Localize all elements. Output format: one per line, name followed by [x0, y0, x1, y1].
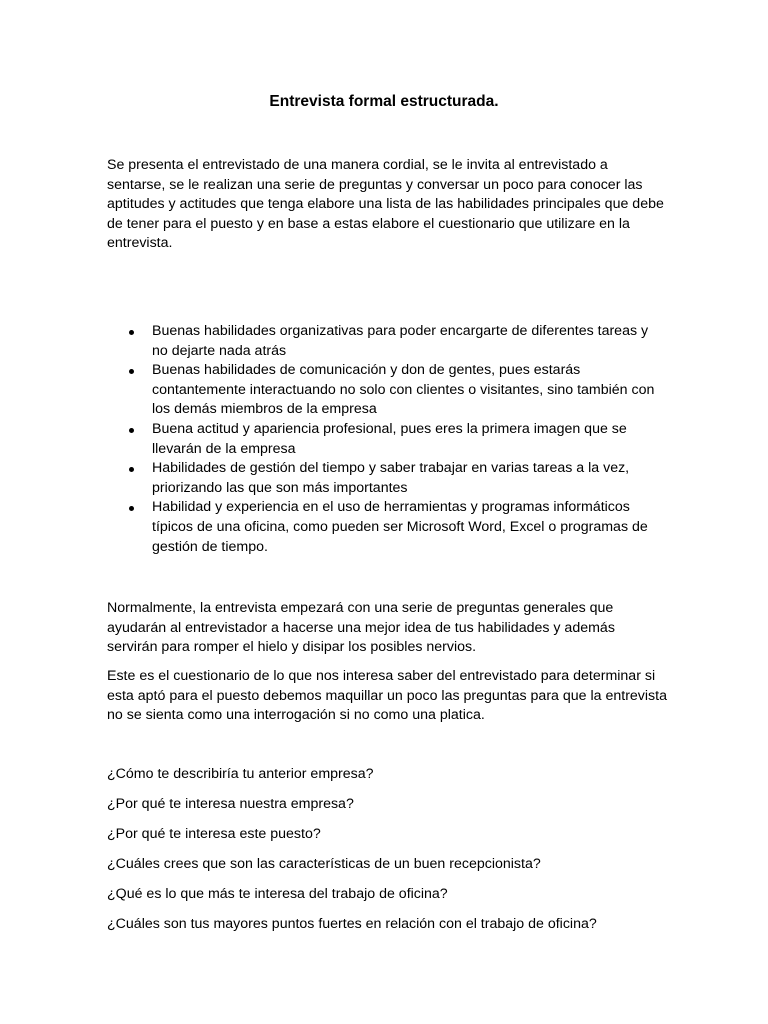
- question-item: ¿Por qué te interesa este puesto?: [107, 825, 321, 842]
- bullet-item: [107, 322, 667, 361]
- bullet-text: Buenas habilidades organizativas para poder encargarte de diferentes tareas y no dejarte nada atrás: [152, 323, 649, 359]
- bullet-icon: [129, 330, 134, 335]
- bullet-item: [107, 498, 667, 557]
- question-item: ¿Por qué te interesa nuestra empresa?: [107, 795, 354, 812]
- bullet-text: Habilidades de gestión del tiempo y saber trabajar en varias tareas a la vez, priorizando las que son más importantes: [152, 460, 630, 496]
- bullet-icon: [129, 369, 134, 374]
- question-item: ¿Cómo te describiría tu anterior empresa?: [107, 766, 374, 782]
- bullet-text: Habilidad y experiencia en el uso de herramientas y programas informáticos típicos de una oficina, como pueden ser Microsoft Word, Excel o programas de gestión de tiempo.: [152, 499, 648, 555]
- intro-paragraph: Se presenta el entrevistado de una manera cordial, se le invita al entrevistado a sentarse, se le realizan una serie de preguntas y conversar un poco para conocer las aptitudes y actitudes que tenga elabore una lista de las habilidades principales que debe de tener para el puesto y en base a estas elabore el cuestionario que utilizare en la entrevista.: [107, 157, 664, 252]
- bullet-icon: [129, 467, 134, 472]
- normalmente-paragraph: Normalmente, la entrevista empezará con una serie de preguntas generales que ayudarán al entrevistador a hacerse una mejor idea de tus habilidades y además servirán para romper el hielo y disipar los posibles nervios.: [107, 600, 615, 656]
- bullet-item: [107, 459, 667, 498]
- questions-list: [107, 765, 707, 945]
- bullet-text: Buenas habilidades de comunicación y don de gentes, pues estarás contantemente interactuando no solo con clientes o visitantes, sino también con los demás miembros de la empresa: [152, 362, 655, 418]
- skills-bullet-list: [107, 322, 667, 557]
- document-title: Entrevista formal estructurada.: [269, 93, 499, 110]
- question-item: ¿Qué es lo que más te interesa del trabajo de oficina?: [107, 885, 448, 902]
- bullet-icon: [129, 506, 134, 511]
- question-item: ¿Cuáles crees que son las características de un buen recepcionista?: [107, 855, 541, 872]
- bullet-item: [107, 361, 667, 420]
- question-item: ¿Cuáles son tus mayores puntos fuertes en relación con el trabajo de oficina?: [107, 915, 597, 932]
- bullet-text: Buena actitud y apariencia profesional, pues eres la primera imagen que se llevarán de la empresa: [152, 420, 627, 457]
- questionnaire-intro-paragraph: Este es el cuestionario de lo que nos interesa saber del entrevistado para determinar si esta aptó para el puesto debemos maquillar un poco las preguntas para que la entrevista no se sienta como una interrogación si no como una platica.: [107, 668, 667, 724]
- bullet-item: [107, 420, 667, 459]
- bullet-icon: [129, 428, 134, 433]
